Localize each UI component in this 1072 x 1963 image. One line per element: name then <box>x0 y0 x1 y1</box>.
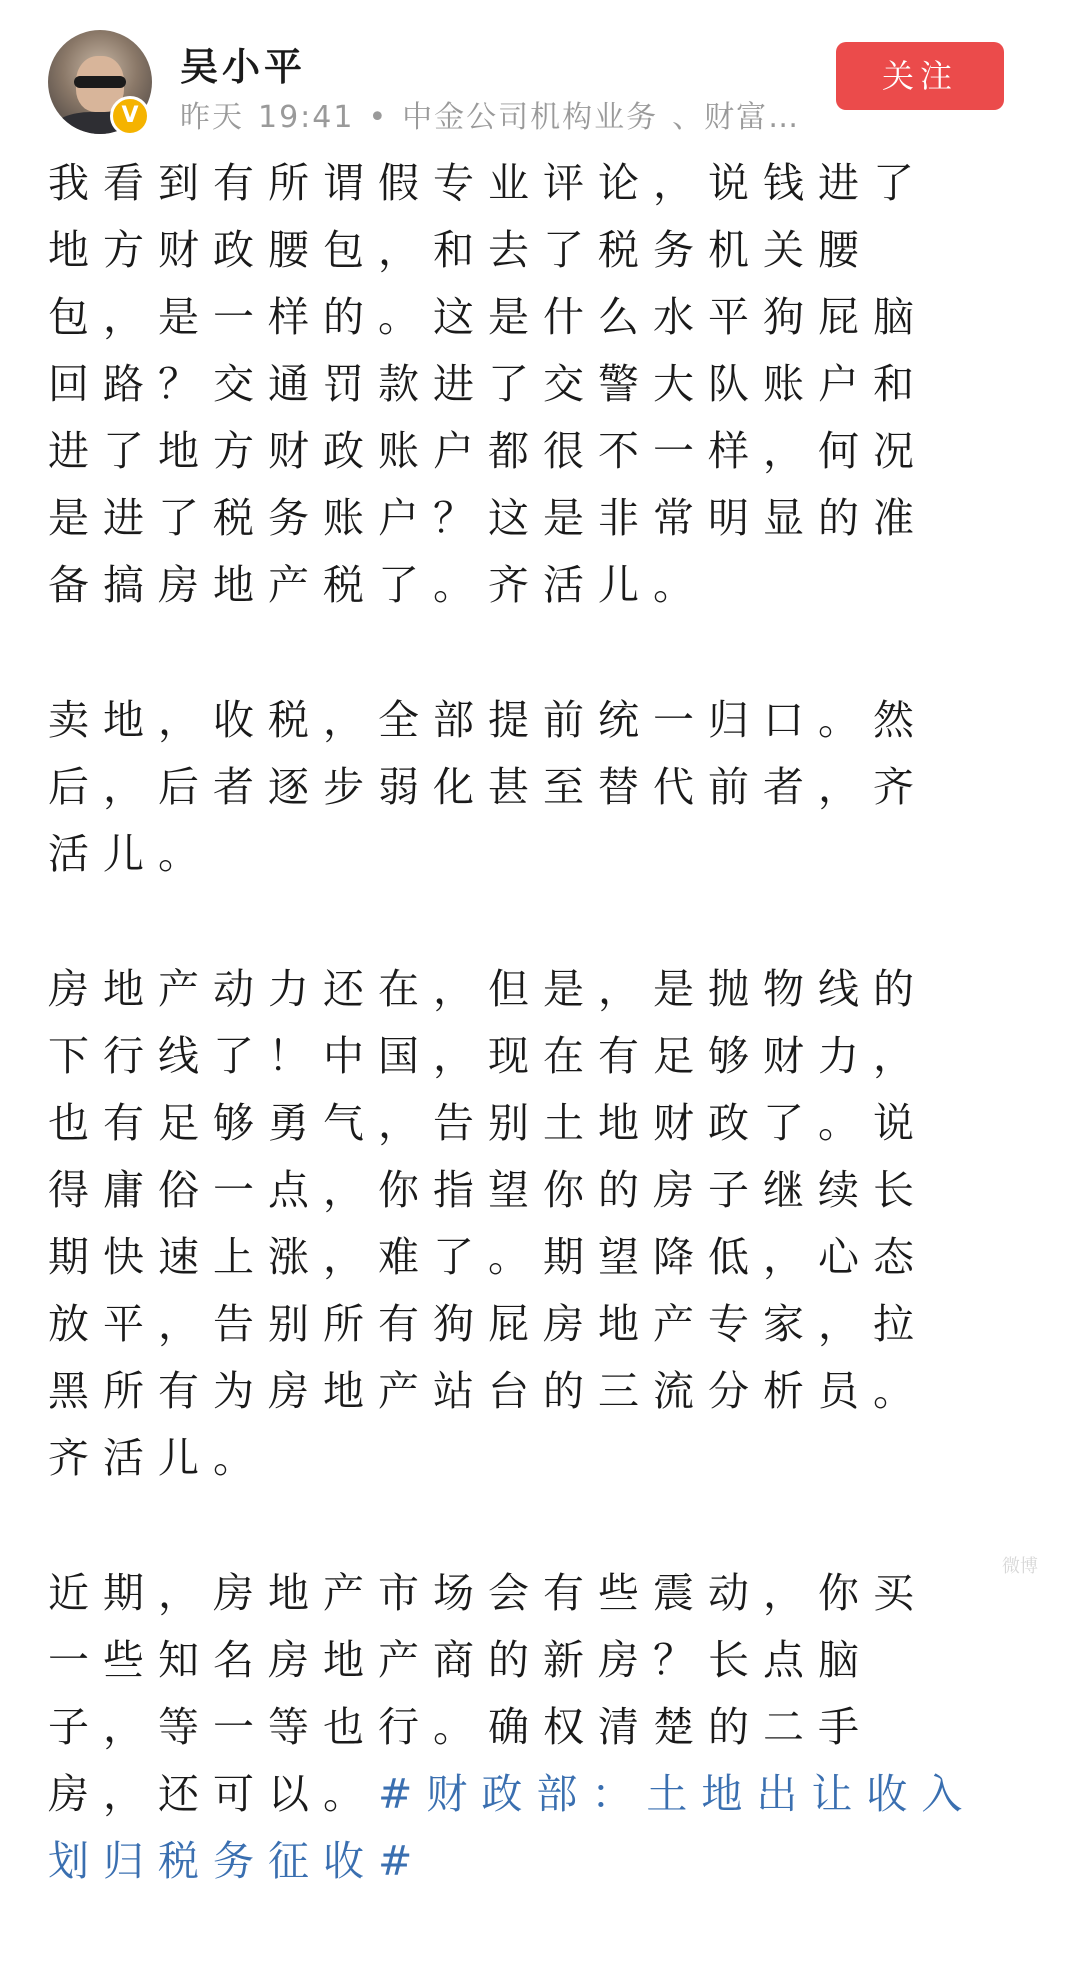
post-paragraph-3: 房地产动力还在，但是，是抛物线的下行线了！中国，现在有足够财力，也有足够勇气，告别土地财政了。说得庸俗一点，你指望你的房子继续长期快速上涨，难了。期望降低，心态放平，告别所有狗屁房地产专家，拉黑所有为房地产站台的三流分析员。齐活儿。 <box>48 965 928 1482</box>
watermark: 微博 <box>1002 1556 1038 1577</box>
post-meta <box>180 92 814 136</box>
follow-button[interactable]: 关注 <box>836 42 1004 110</box>
post-time-day: 昨天 <box>180 100 244 135</box>
avatar-sunglasses <box>74 76 126 88</box>
post-source-more[interactable]: 、财富… <box>672 100 801 135</box>
post-time-clock: 19:41 <box>258 100 355 135</box>
post-paragraph-1: 我看到有所谓假专业评论，说钱进了地方财政腰包，和去了税务机关腰包，是一样的。这是什么水平狗屁脑回路？交通罚款进了交警大队账户和进了地方财政账户都很不一样，何况是进了税务账户？这是非常明显的准备搞房地产税了。齐活儿。 <box>48 159 928 609</box>
hashtag-link[interactable]: #财政部：土地出让收入划归税务征收# <box>48 1770 977 1885</box>
username[interactable]: 吴小平 <box>180 45 307 89</box>
meta-separator: • <box>368 100 389 135</box>
verified-badge-icon: V <box>110 96 150 136</box>
post-paragraph-4 <box>48 1560 978 1895</box>
post-header <box>0 0 1072 150</box>
post-content <box>48 150 978 1963</box>
post-source: 中金公司机构业务 <box>402 100 659 135</box>
post-paragraph-4-text: 近期，房地产市场会有些震动，你买一些知名房地产商的新房？长点脑子，等一等也行。确权清楚的二手房，还可以。 <box>48 1569 928 1818</box>
post-paragraph-2: 卖地，收税，全部提前统一归口。然后，后者逐步弱化甚至替代前者，齐活儿。 <box>48 696 928 878</box>
